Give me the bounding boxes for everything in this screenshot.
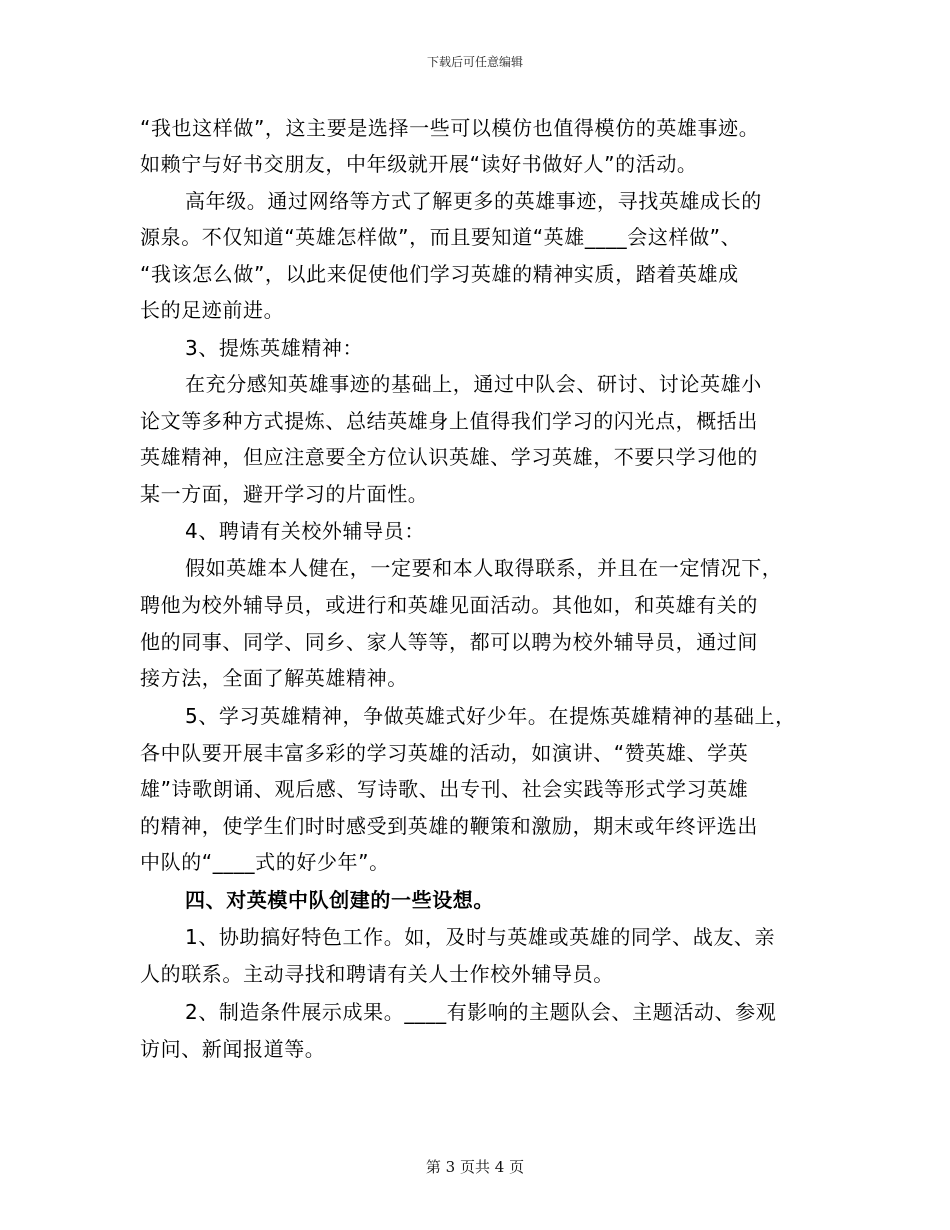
paragraph-line: 2、制造条件展示成果。____有影响的主题队会、主题活动、参观 <box>185 1000 777 1024</box>
paragraph-line: 长的足迹前进。 <box>140 298 285 322</box>
page-footer: 第 3 页共 4 页 <box>425 1158 525 1176</box>
paragraph-line: 各中队要开展丰富多彩的学习英雄的活动，如演讲、“赞英雄、学英 <box>140 741 749 765</box>
paragraph-line: 如赖宁与好书交朋友，中年级就开展“读好书做好人”的活动。 <box>140 152 698 176</box>
paragraph-line: 聘他为校外辅导员，或进行和英雄见面活动。其他如，和英雄有关的 <box>140 593 758 617</box>
paragraph-line: 1、协助搞好特色工作。如，及时与英雄或英雄的同学、战友、亲 <box>185 925 776 949</box>
paragraph-line: 在充分感知英雄事迹的基础上，通过中队会、研讨、讨论英雄小 <box>185 372 762 396</box>
paragraph-line: 论文等多种方式提炼、总结英雄身上值得我们学习的闪光点，概括出 <box>140 409 758 433</box>
paragraph-line: 中队的“____式的好少年”。 <box>140 850 390 874</box>
paragraph-line: 5、学习英雄精神，争做英雄式好少年。在提炼英雄精神的基础上， <box>185 704 796 728</box>
section-heading: 4、聘请有关校外辅导员： <box>185 519 425 543</box>
paragraph-line: “我该怎么做”，以此来促使他们学习英雄的精神实质，踏着英雄成 <box>140 262 739 286</box>
paragraph-line: 的精神，使学生们时时感受到英雄的鞭策和激励，期末或年终评选出 <box>140 814 758 838</box>
paragraph-line: 访问、新闻报道等。 <box>140 1037 326 1061</box>
paragraph-line: 高年级。通过网络等方式了解更多的英雄事迹，寻找英雄成长的 <box>185 189 762 213</box>
page-header: 下载后可任意编辑 <box>426 55 523 69</box>
section-heading-bold: 四、对英模中队创建的一些设想。 <box>185 888 494 912</box>
paragraph-line: 人的联系。主动寻找和聘请有关人士作校外辅导员。 <box>140 962 614 986</box>
paragraph-line: 假如英雄本人健在，一定要和本人取得联系，并且在一定情况下， <box>185 556 783 580</box>
paragraph-line: “我也这样做”，这主要是选择一些可以模仿也值得模仿的英雄事迹。 <box>140 116 760 140</box>
paragraph-line: 雄”诗歌朗诵、观后感、写诗歌、出专刊、社会实践等形式学习英雄 <box>140 777 749 801</box>
paragraph-line: 接方法，全面了解英雄精神。 <box>140 666 408 690</box>
paragraph-line: 他的同事、同学、同乡、家人等等，都可以聘为校外辅导员，通过间 <box>140 630 758 654</box>
paragraph-line: 源泉。不仅知道“英雄怎样做”，而且要知道“英雄____会这样做”、 <box>140 225 742 249</box>
section-heading: 3、提炼英雄精神： <box>185 336 364 360</box>
paragraph-line: 英雄精神，但应注意要全方位认识英雄、学习英雄，不要只学习他的 <box>140 445 758 469</box>
paragraph-line: 某一方面，避开学习的片面性。 <box>140 482 429 506</box>
